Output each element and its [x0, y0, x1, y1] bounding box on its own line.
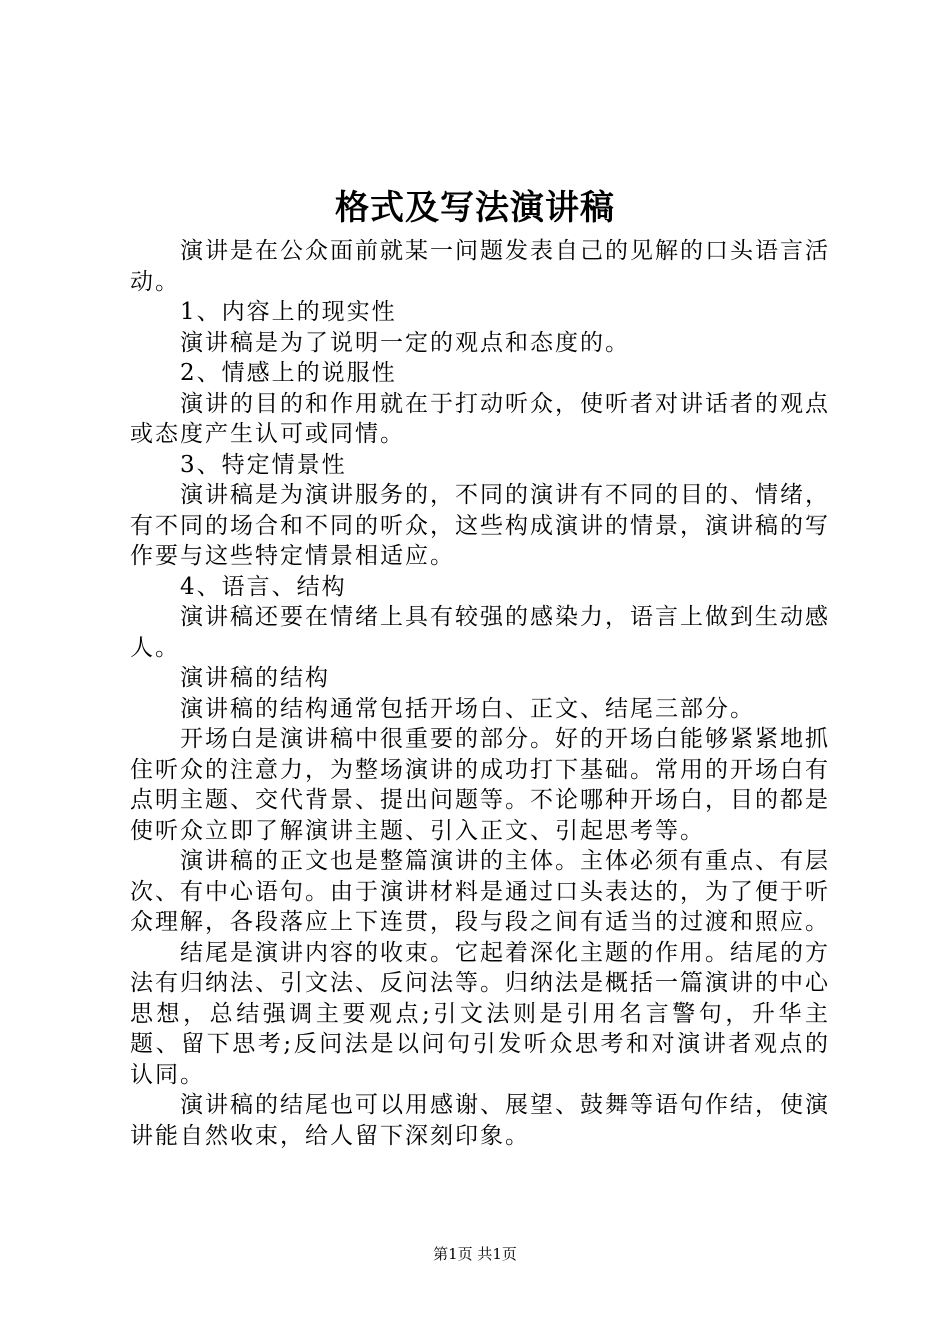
- paragraph: 演讲稿的结尾也可以用感谢、展望、鼓舞等语句作结，使演讲能自然收束，给人留下深刻印象。: [130, 1092, 830, 1149]
- paragraph: 演讲稿还要在情绪上具有较强的感染力，语言上做到生动感人。: [130, 604, 830, 661]
- page-footer: 第1页 共1页: [433, 1245, 517, 1263]
- paragraph: 演讲的目的和作用就在于打动听众，使听者对讲话者的观点或态度产生认可或同情。: [130, 390, 830, 447]
- paragraph: 演讲稿是为演讲服务的，不同的演讲有不同的目的、情绪，有不同的场合和不同的听众，这些构成演讲的情景，演讲稿的写作要与这些特定情景相适应。: [130, 482, 830, 569]
- section-heading: 演讲稿的结构: [180, 665, 330, 691]
- page-title: 格式及写法演讲稿: [335, 188, 615, 228]
- heading-1: 1、内容上的现实性: [180, 299, 397, 325]
- heading-2: 2、情感上的说服性: [180, 360, 397, 386]
- document-body: [130, 236, 830, 1151]
- paragraph: 演讲稿的正文也是整篇演讲的主体。主体必须有重点、有层次、有中心语句。由于演讲材料是通过口头表达的，为了便于听众理解，各段落应上下连贯，段与段之间有适当的过渡和照应。: [130, 848, 830, 935]
- paragraph: 演讲稿是为了说明一定的观点和态度的。: [180, 329, 630, 356]
- paragraph: 演讲稿的结构通常包括开场白、正文、结尾三部分。: [180, 695, 755, 722]
- paragraph-intro: 演讲是在公众面前就某一问题发表自己的见解的口头语言活动。: [130, 238, 830, 295]
- heading-4: 4、语言、结构: [180, 573, 347, 600]
- heading-3: 3、特定情景性: [180, 451, 347, 478]
- paragraph: 结尾是演讲内容的收束。它起着深化主题的作用。结尾的方法有归纳法、引文法、反问法等。归纳法是概括一篇演讲的中心思想，总结强调主要观点;引文法则是引用名言警句，升华主题、留下思考;反问法是以问句引发听众思考和对演讲者观点的认同。: [130, 939, 830, 1088]
- paragraph: 开场白是演讲稿中很重要的部分。好的开场白能够紧紧地抓住听众的注意力，为整场演讲的成功打下基础。常用的开场白有点明主题、交代背景、提出问题等。不论哪种开场白，目的都是使听众立即了解演讲主题、引入正文、引起思考等。: [130, 726, 830, 844]
